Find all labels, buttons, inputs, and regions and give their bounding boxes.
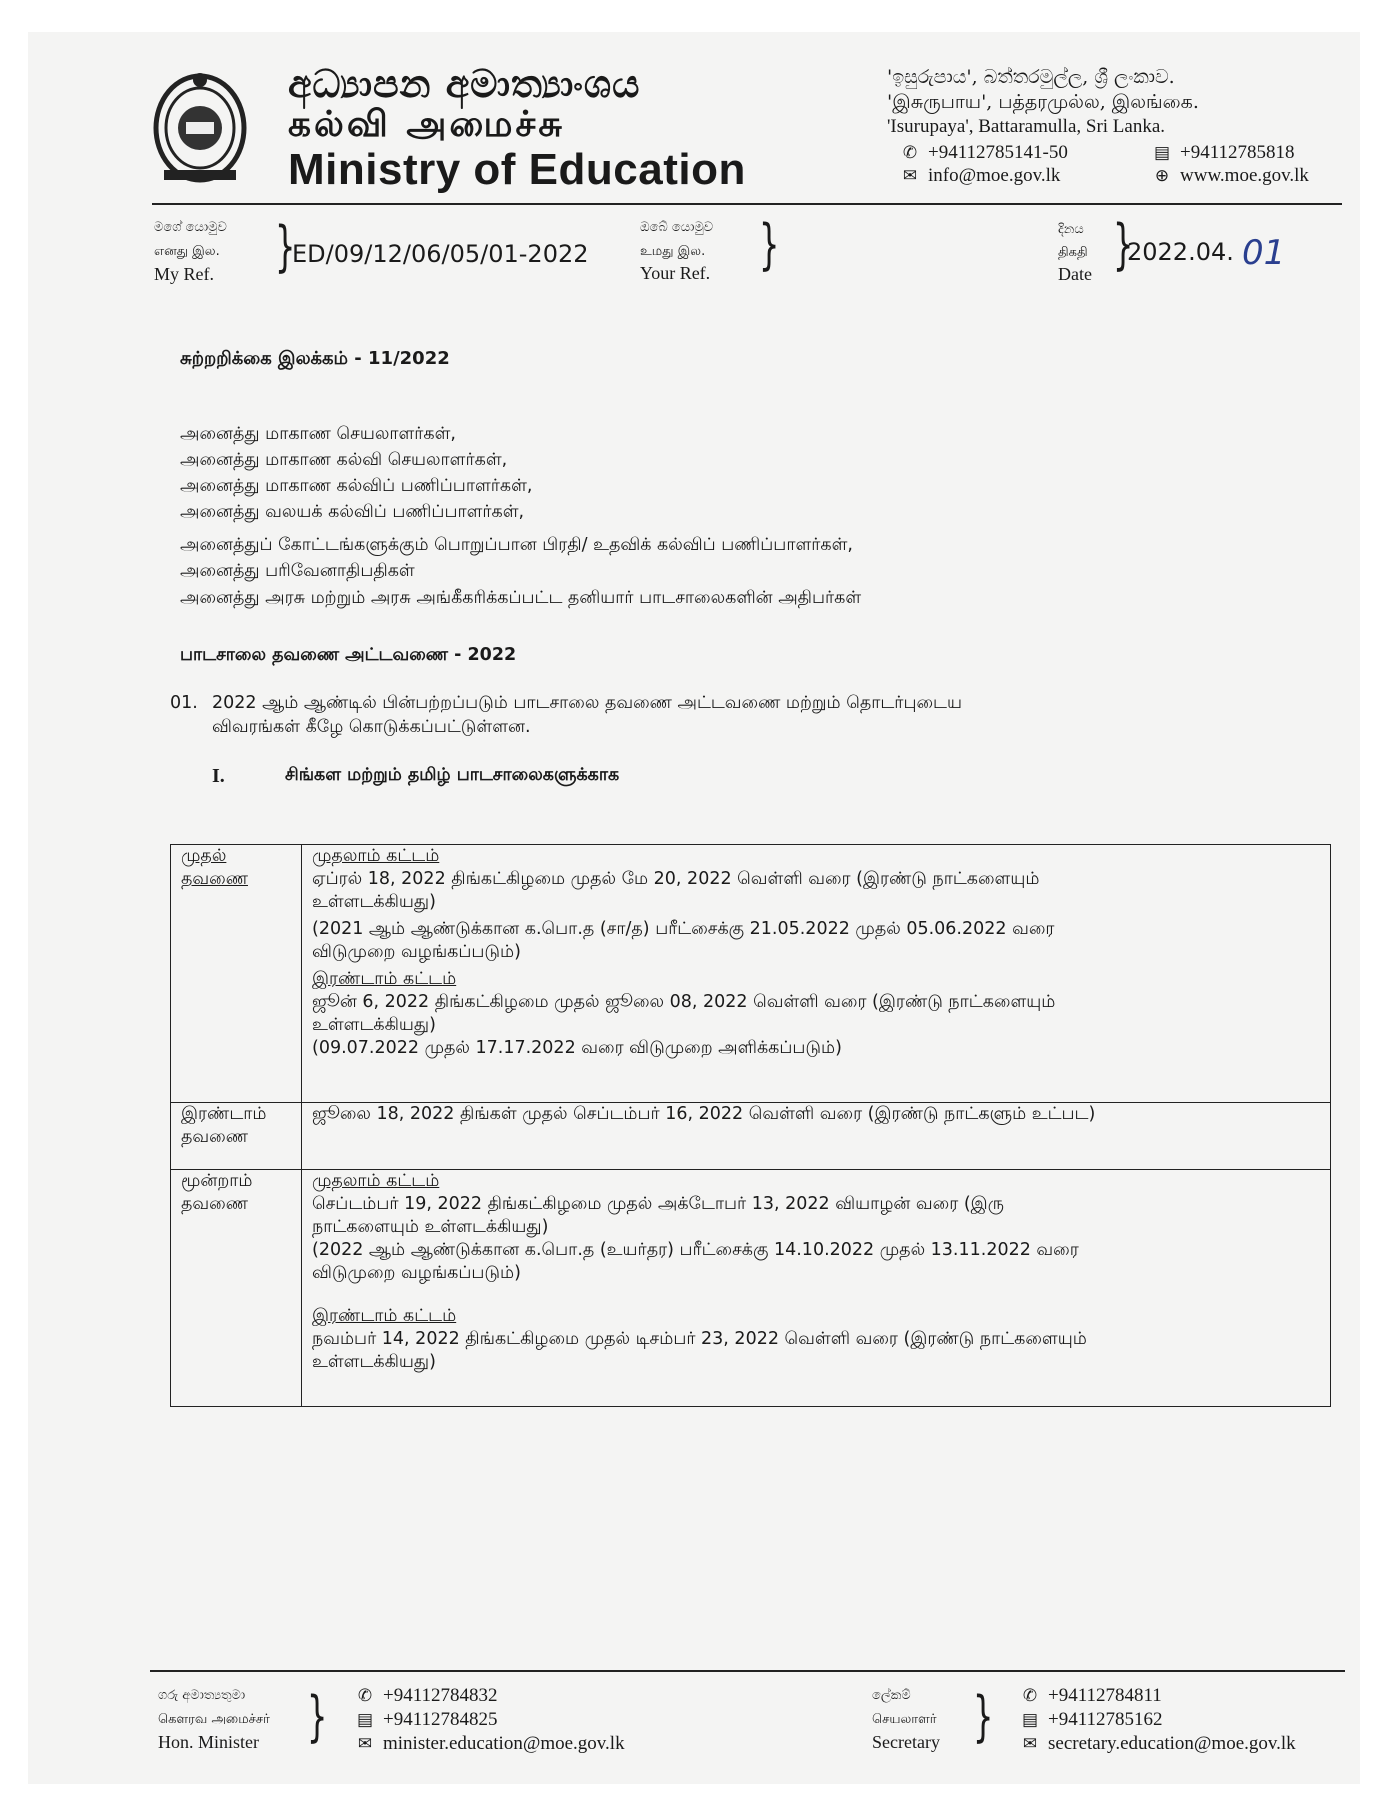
footer-divider xyxy=(150,1670,1345,1672)
header-fax: ▤ +94112785818 xyxy=(1153,142,1295,163)
header-phone: ✆ +94112785141-50 xyxy=(900,142,1068,164)
minister-sinhala: ගරු අමාත්‍යතුමා xyxy=(158,1688,246,1703)
paragraph-line: 2022 ஆம் ஆண்டில் பின்பற்றப்படும் பாடசாலை தவணை அட்டவணை மற்றும் தொடர்புடைய xyxy=(212,693,962,713)
secretary-phone: ✆ +94112784811 xyxy=(1020,1685,1162,1707)
minister-tamil: கௌரவ அமைச்சர் xyxy=(158,1712,270,1727)
date-sinhala: දිනය xyxy=(1058,222,1084,237)
globe-icon: ⊕ xyxy=(1154,166,1170,185)
term-detail-cell: முதலாம் கட்டம் செப்டம்பர் 19, 2022 திங்கட்கிழமை முதல் அக்டோபர் 13, 2022 வியாழன் வரை (இரு நாட்களையும் உள்ளடக்கியது) (2022 ஆம் ஆண்டுக்கான க.பொ.த (உயர்தர) பரீட்சைக்கு 14.10.2022 முதல் 13.11.2022 வரை விடுமுறை வழங்கப்படும்) இரண்டாம் கட்டம் நவம்பர் 14, 2022 திங்கட்கிழமை முதல் டிசம்பர் 23, 2022 வெள்ளி வரை (இரண்டு நாட்களையும் உள்ளடக்கியது) xyxy=(302,1170,1331,1407)
subject-heading: பாடசாலை தவணை அட்டவணை - 2022 xyxy=(180,645,517,665)
date-english: Date xyxy=(1058,264,1092,284)
recipient-line: அனைத்து வலயக் கல்விப் பணிப்பாளர்கள், xyxy=(180,502,525,522)
circular-number: சுற்றறிக்கை இலக்கம் - 11/2022 xyxy=(180,348,450,369)
my-ref-value: ED/09/12/06/05/01-2022 xyxy=(292,240,589,268)
minister-phone: ✆ +94112784832 xyxy=(355,1685,498,1707)
my-ref-sinhala: මගේ යොමුව xyxy=(154,220,227,235)
your-ref-tamil: உமது இல. xyxy=(640,244,706,259)
stage-title: இரண்டாம் கட்டம் xyxy=(312,969,457,989)
recipient-line: அனைத்து மாகாண கல்விப் பணிப்பாளர்கள், xyxy=(180,476,533,496)
stage-title: இரண்டாம் கட்டம் xyxy=(312,1306,457,1326)
date-tamil: திகதி xyxy=(1058,245,1088,260)
secretary-english: Secretary xyxy=(872,1732,940,1752)
brace: } xyxy=(274,215,296,278)
header-email[interactable]: ✉ info@moe.gov.lk xyxy=(900,165,1060,187)
address-tamil: 'இசுருபாய', பத்தரமுல்ல, இலங்கை. xyxy=(887,91,1199,113)
fax-icon: ▤ xyxy=(1153,143,1171,162)
address-sinhala: 'ඉසුරුපාය', බත්තරමුල්ල, ශ්‍රී ලංකාව. xyxy=(887,66,1175,88)
minister-english: Hon. Minister xyxy=(158,1732,259,1752)
address-english: 'Isurupaya', Battaramulla, Sri Lanka. xyxy=(887,116,1166,137)
secretary-email[interactable]: ✉ secretary.education@moe.gov.lk xyxy=(1020,1733,1296,1755)
header-website[interactable]: ⊕ www.moe.gov.lk xyxy=(1152,165,1309,187)
title-sinhala: අධ්‍යාපන අමාත්‍යාංශය xyxy=(288,62,641,106)
minister-email[interactable]: ✉ minister.education@moe.gov.lk xyxy=(355,1733,625,1755)
table-row xyxy=(171,1170,1331,1407)
date-value: 2022.04. xyxy=(1127,238,1234,266)
brace: } xyxy=(1112,213,1134,276)
phone-icon: ✆ xyxy=(1022,1686,1038,1705)
secretary-fax: ▤ +94112785162 xyxy=(1021,1709,1163,1730)
section-number: I. xyxy=(212,765,225,787)
my-ref-tamil: எனது இல. xyxy=(154,244,220,259)
secretary-sinhala: ලේකම් xyxy=(872,1688,911,1703)
recipient-line: அனைத்து பரிவேனாதிபதிகள் xyxy=(180,561,415,581)
section-title: சிங்கள மற்றும் தமிழ் பாடசாலைகளுக்காக xyxy=(285,765,620,785)
your-ref-english: Your Ref. xyxy=(640,263,711,283)
term-detail-cell: ஜூலை 18, 2022 திங்கள் முதல் செப்டம்பர் 16, 2022 வெள்ளி வரை (இரண்டு நாட்களும் உட்பட) xyxy=(302,1103,1331,1170)
email-icon: ✉ xyxy=(902,166,918,185)
title-tamil: கல்வி அமைச்சு xyxy=(288,104,565,145)
secretary-tamil: செயலாளர் xyxy=(872,1712,937,1727)
my-ref-english: My Ref. xyxy=(154,264,214,284)
handwritten-date-day: 01 xyxy=(1242,233,1286,273)
email-icon: ✉ xyxy=(357,1734,373,1753)
your-ref-sinhala: ඔබේ යොමුව xyxy=(640,220,714,235)
table-row xyxy=(171,1103,1331,1170)
phone-icon: ✆ xyxy=(902,143,918,162)
brace: } xyxy=(758,213,780,276)
recipient-line: அனைத்து மாகாண செயலாளர்கள், xyxy=(180,424,456,444)
recipient-line: அனைத்துப் கோட்டங்களுக்கும் பொறுப்பான பிரதி/ உதவிக் கல்விப் பணிப்பாளர்கள், xyxy=(180,535,853,555)
term-schedule-table xyxy=(170,844,1331,1407)
brace: } xyxy=(972,1685,994,1748)
paragraph-line: விவரங்கள் கீழே கொடுக்கப்பட்டுள்ளன. xyxy=(212,717,531,737)
table-row xyxy=(171,845,1331,1103)
phone-icon: ✆ xyxy=(357,1686,373,1705)
email-icon: ✉ xyxy=(1022,1734,1038,1753)
term-label-cell: மூன்றாம் தவணை xyxy=(171,1170,302,1407)
term-label-cell: இரண்டாம் தவணை xyxy=(171,1103,302,1170)
stage-title: முதலாம் கட்டம் xyxy=(312,846,440,866)
fax-icon: ▤ xyxy=(1021,1710,1039,1729)
fax-icon: ▤ xyxy=(356,1710,374,1729)
stage-title: முதலாம் கட்டம் xyxy=(312,1171,440,1191)
minister-fax: ▤ +94112784825 xyxy=(356,1709,498,1730)
term-detail-cell: முதலாம் கட்டம் ஏப்ரல் 18, 2022 திங்கட்கிழமை முதல் மே 20, 2022 வெள்ளி வரை (இரண்டு நாட்களையும் உள்ளடக்கியது) (2021 ஆம் ஆண்டுக்கான க.பொ.த (சா/த) பரீட்சைக்கு 21.05.2022 முதல் 05.06.2022 வரை விடுமுறை வழங்கப்படும்) இரண்டாம் கட்டம் ஜூன் 6, 2022 திங்கட்கிழமை முதல் ஜூலை 08, 2022 வெள்ளி வரை (இரண்டு நாட்களையும் உள்ளடக்கியது) (09.07.2022 முதல் 17.17.2022 வரை விடுமுறை அளிக்கப்படும்) xyxy=(302,845,1331,1103)
sri-lanka-emblem-icon xyxy=(150,66,250,190)
recipient-line: அனைத்து அரசு மற்றும் அரசு அங்கீகரிக்கப்பட்ட தனியார் பாடசாலைகளின் அதிபர்கள் xyxy=(180,588,862,608)
title-english: Ministry of Education xyxy=(288,145,746,194)
term-label-cell: முதல் தவணை xyxy=(171,845,302,1103)
header-divider xyxy=(152,203,1342,205)
brace: } xyxy=(306,1685,328,1748)
paragraph-number: 01. xyxy=(170,693,198,713)
recipient-line: அனைத்து மாகாண கல்வி செயலாளர்கள், xyxy=(180,450,508,470)
